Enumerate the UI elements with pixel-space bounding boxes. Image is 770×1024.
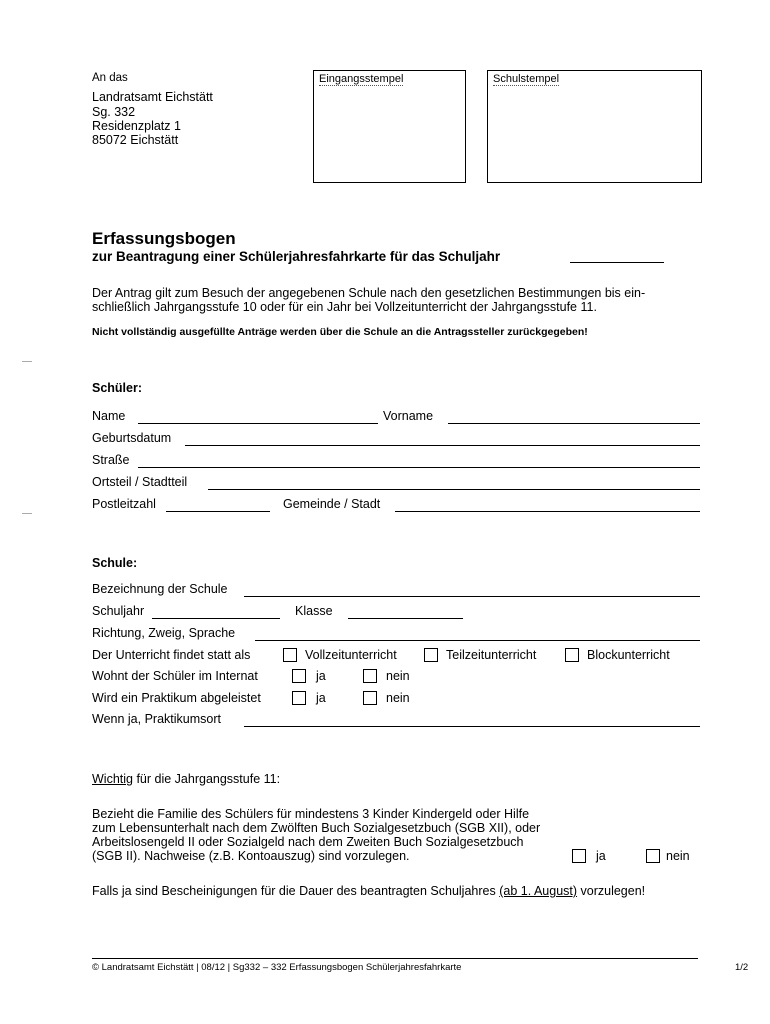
zip-field[interactable] — [166, 511, 270, 512]
benefits-yes-label: ja — [596, 849, 606, 863]
important-rest: für die Jahrgangsstufe 11: — [132, 772, 281, 786]
direction-field[interactable] — [255, 640, 700, 641]
important-word: Wichtig — [92, 772, 133, 786]
internship-place-field[interactable] — [244, 726, 700, 727]
parttime-checkbox[interactable] — [424, 648, 438, 662]
parttime-label: Teilzeitunterricht — [446, 648, 537, 662]
certificates-pre: Falls ja sind Bescheinigungen für die Dauer des beantragten Schuljahres — [92, 884, 500, 898]
boarding-no-label: nein — [386, 669, 410, 683]
address-line: 85072 Eichstätt — [92, 133, 179, 147]
block-label: Blockunterricht — [587, 648, 670, 662]
school-heading: Schule: — [92, 556, 138, 570]
benefits-yes-checkbox[interactable] — [572, 849, 586, 863]
fulltime-label: Vollzeitunterricht — [305, 648, 397, 662]
year-field[interactable] — [152, 618, 280, 619]
important-paragraph-line: Arbeitslosengeld II oder Sozialgeld nach dem Zweiten Buch Sozialgesetzbuch — [92, 835, 524, 849]
internship-yes-label: ja — [316, 691, 326, 705]
internship-yes-checkbox[interactable] — [292, 691, 306, 705]
school-year-field[interactable] — [570, 262, 664, 263]
internship-place-label: Wenn ja, Praktikumsort — [92, 712, 221, 726]
intro-line-1: Der Antrag gilt zum Besuch der angegebenen Schule nach den gesetzlichen Bestimmungen bis ein- — [92, 286, 646, 300]
block-checkbox[interactable] — [565, 648, 579, 662]
school-stamp-box — [487, 70, 702, 183]
year-label: Schuljahr — [92, 604, 145, 618]
district-label: Ortsteil / Stadtteil — [92, 475, 188, 489]
zip-label: Postleitzahl — [92, 497, 156, 511]
district-field[interactable] — [208, 489, 700, 490]
incoming-stamp-label: Eingangsstempel — [319, 73, 404, 85]
footer-rule — [92, 958, 698, 959]
student-heading: Schüler: — [92, 381, 143, 395]
birthdate-field[interactable] — [185, 445, 700, 446]
name-label: Name — [92, 409, 126, 423]
school-stamp-label: Schulstempel — [493, 73, 560, 85]
benefits-no-checkbox[interactable] — [646, 849, 660, 863]
certificates-post: vorzulegen! — [577, 884, 646, 898]
class-field[interactable] — [348, 618, 463, 619]
important-heading — [92, 772, 280, 786]
boarding-yes-checkbox[interactable] — [292, 669, 306, 683]
school-name-label: Bezeichnung der Schule — [92, 582, 228, 596]
incomplete-warning: Nicht vollständig ausgefüllte Anträge werden über die Schule an die Antragssteller zurückgegeben! — [92, 326, 588, 338]
important-paragraph-line: (SGB II). Nachweise (z.B. Kontoauszug) sind vorzulegen. — [92, 849, 410, 863]
incoming-stamp-box — [313, 70, 466, 183]
address-line: Sg. 332 — [92, 105, 136, 119]
internship-question: Wird ein Praktikum abgeleistet — [92, 691, 261, 705]
municipality-label: Gemeinde / Stadt — [283, 497, 381, 511]
certificates-note — [92, 884, 645, 898]
form-subtitle: zur Beantragung einer Schülerjahresfahrkarte für das Schuljahr — [92, 249, 501, 264]
address-line: Landratsamt Eichstätt — [92, 90, 213, 104]
street-label: Straße — [92, 453, 130, 467]
street-field[interactable] — [138, 467, 700, 468]
firstname-label: Vorname — [383, 409, 434, 423]
address-to: An das — [92, 72, 128, 84]
address-line: Residenzplatz 1 — [92, 119, 181, 133]
margin-tick — [22, 513, 32, 514]
school-name-field[interactable] — [244, 596, 700, 597]
firstname-field[interactable] — [448, 423, 700, 424]
class-label: Klasse — [295, 604, 333, 618]
internship-no-checkbox[interactable] — [363, 691, 377, 705]
boarding-no-checkbox[interactable] — [363, 669, 377, 683]
footer-text: © Landratsamt Eichstätt | 08/12 | Sg332 – 332 Erfassungsbogen Schülerjahresfahrkarte — [92, 962, 462, 973]
certificates-date: (ab 1. August) — [499, 884, 578, 898]
page-number: 1/2 — [735, 962, 749, 973]
fulltime-checkbox[interactable] — [283, 648, 297, 662]
boarding-question: Wohnt der Schüler im Internat — [92, 669, 258, 683]
direction-label: Richtung, Zweig, Sprache — [92, 626, 236, 640]
form-title: Erfassungsbogen — [92, 229, 236, 248]
internship-no-label: nein — [386, 691, 410, 705]
lesson-type-question: Der Unterricht findet statt als — [92, 648, 251, 662]
important-paragraph-line: zum Lebensunterhalt nach dem Zwölften Buch Sozialgesetzbuch (SGB XII), oder — [92, 821, 541, 835]
name-field[interactable] — [138, 423, 378, 424]
benefits-no-label: nein — [666, 849, 690, 863]
municipality-field[interactable] — [395, 511, 700, 512]
birthdate-label: Geburtsdatum — [92, 431, 172, 445]
intro-line-2: schließlich Jahrgangsstufe 10 oder für ein Jahr bei Vollzeitunterricht der Jahrgangsstufe 11. — [92, 300, 597, 314]
margin-tick — [22, 361, 32, 362]
important-paragraph-line: Bezieht die Familie des Schülers für mindestens 3 Kinder Kindergeld oder Hilfe — [92, 807, 530, 821]
boarding-yes-label: ja — [316, 669, 326, 683]
